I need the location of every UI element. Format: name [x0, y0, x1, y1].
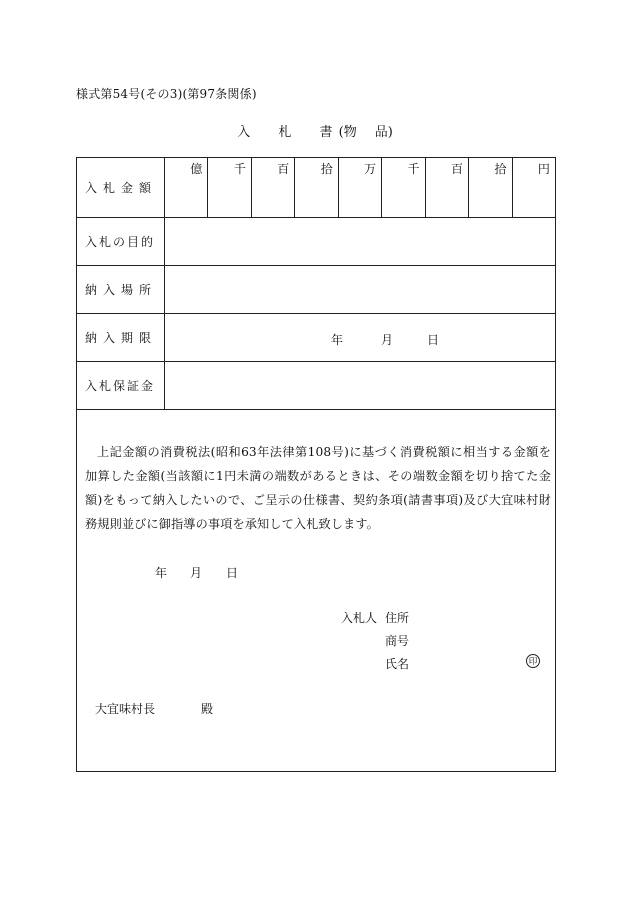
- amount-cell-hyaku[interactable]: [426, 158, 469, 217]
- amount-unit: 拾: [494, 162, 507, 176]
- title-char: 書: [319, 125, 333, 140]
- title-char: 札: [278, 125, 292, 140]
- row-label-text: 入札の目的: [85, 235, 156, 249]
- day-label: 日: [427, 333, 440, 347]
- row-label-text: 納入期限: [85, 331, 158, 345]
- row-label: [77, 362, 165, 409]
- row-label: [77, 314, 165, 361]
- row-label-text: 入札保証金: [85, 379, 156, 393]
- row-bid-bond: [77, 362, 555, 410]
- amount-unit: 万: [364, 162, 377, 176]
- row-label: [77, 158, 165, 217]
- amount-cell-oku[interactable]: [165, 158, 208, 217]
- row-delivery-place: [77, 266, 555, 314]
- delivery-date-fields[interactable]: [165, 314, 555, 361]
- month-label: 月: [381, 333, 394, 347]
- amount-cell-ju-man[interactable]: [295, 158, 338, 217]
- amount-cell-sen[interactable]: [382, 158, 425, 217]
- amount-unit: 円: [537, 162, 550, 176]
- sign-year-label: 年: [155, 566, 168, 580]
- addressee-name: 大宜味村長: [95, 702, 156, 716]
- title-char: (物: [338, 125, 357, 140]
- sign-month-label: 月: [190, 566, 203, 580]
- amount-unit: 千: [233, 162, 246, 176]
- amount-unit: 百: [277, 162, 290, 176]
- address-label: 住所: [385, 611, 410, 625]
- amount-cell-sen-man[interactable]: [208, 158, 251, 217]
- form-number: 様式第54号(その3)(第97条関係): [76, 87, 257, 101]
- row-bid-amount: [77, 158, 555, 218]
- amount-cell-ju[interactable]: [469, 158, 512, 217]
- title-suffix: [339, 121, 393, 140]
- amount-cell-man[interactable]: [339, 158, 382, 217]
- amount-unit: 拾: [320, 162, 333, 176]
- row-label: [77, 218, 165, 265]
- amount-digit-cells: [165, 158, 555, 217]
- seal-mark-icon: 印: [526, 654, 540, 668]
- amount-unit: 億: [190, 162, 203, 176]
- title-char: 品): [374, 125, 393, 140]
- amount-unit: 千: [407, 162, 420, 176]
- row-label-text: 納入場所: [85, 283, 158, 297]
- document-title: [0, 121, 630, 140]
- row-label: [77, 266, 165, 313]
- row-delivery-deadline: [77, 314, 555, 362]
- year-label: 年: [331, 333, 344, 347]
- bidder-label: 入札人: [341, 611, 378, 625]
- amount-cell-en[interactable]: [513, 158, 555, 217]
- bid-form-box: [76, 157, 556, 772]
- name-label: 氏名: [385, 657, 410, 671]
- trade-name-label: 商号: [385, 634, 410, 648]
- row-label-text: 入札金額: [85, 181, 158, 195]
- amount-unit: 百: [451, 162, 464, 176]
- declaration-text: 上記金額の消費税法(昭和63年法律第108号)に基づく消費税額に相当する金額を加算した金額(当該額に1円未満の端数があるときは、その端数金額を切り捨てた金額)をもって納入したいので、ご呈示の仕様書、契約条項(請書事項)及び大宜味村財務規則並びに御指導の事項を承知して入札致します。: [85, 445, 551, 531]
- addressee-honorific: 殿: [201, 702, 214, 716]
- amount-cell-hyaku-man[interactable]: [252, 158, 295, 217]
- sign-day-label: 日: [226, 566, 239, 580]
- title-char: 入: [237, 125, 251, 140]
- row-bid-purpose: [77, 218, 555, 266]
